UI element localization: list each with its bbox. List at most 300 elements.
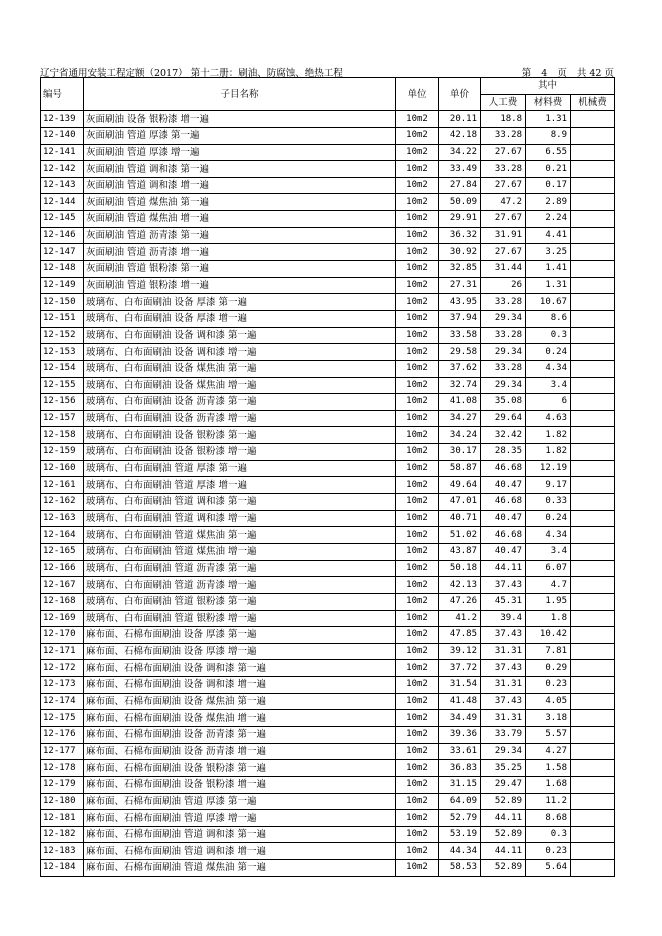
table-row (41, 277, 615, 294)
row-price: 20.11 (439, 111, 481, 128)
row-machine (571, 161, 615, 178)
row-name: 灰面刷油 管道 银粉漆 增一遍 (84, 277, 396, 294)
row-name: 灰面刷油 管道 厚漆 增一遍 (84, 144, 396, 161)
row-code: 12-170 (41, 627, 84, 644)
table-row (41, 577, 615, 594)
row-unit: 10m2 (396, 527, 439, 544)
row-labor: 31.91 (481, 227, 526, 244)
table-row (41, 327, 615, 344)
row-material: 0.23 (526, 677, 571, 694)
row-labor: 40.47 (481, 477, 526, 494)
row-unit: 10m2 (396, 444, 439, 461)
row-unit: 10m2 (396, 294, 439, 311)
row-labor: 35.08 (481, 394, 526, 411)
table-row (41, 494, 615, 511)
table-row (41, 860, 615, 877)
row-labor: 33.28 (481, 161, 526, 178)
table-row (41, 743, 615, 760)
row-unit: 10m2 (396, 460, 439, 477)
row-price: 34.49 (439, 710, 481, 727)
table-row (41, 543, 615, 560)
row-machine (571, 810, 615, 827)
table-row (41, 843, 615, 860)
row-price: 31.54 (439, 677, 481, 694)
row-price: 33.49 (439, 161, 481, 178)
col-header-price: 单价 (439, 78, 481, 111)
row-labor: 32.42 (481, 427, 526, 444)
table-row (41, 410, 615, 427)
row-labor: 46.68 (481, 460, 526, 477)
row-material: 10.67 (526, 294, 571, 311)
row-code: 12-177 (41, 743, 84, 760)
table-row (41, 710, 615, 727)
row-machine (571, 793, 615, 810)
row-price: 44.34 (439, 843, 481, 860)
row-price: 36.32 (439, 227, 481, 244)
table-row (41, 344, 615, 361)
row-machine (571, 444, 615, 461)
row-unit: 10m2 (396, 410, 439, 427)
row-code: 12-156 (41, 394, 84, 411)
row-machine (571, 277, 615, 294)
row-price: 30.17 (439, 444, 481, 461)
row-labor: 29.34 (481, 310, 526, 327)
table-row (41, 643, 615, 660)
row-code: 12-148 (41, 261, 84, 278)
row-price: 39.12 (439, 643, 481, 660)
row-labor: 31.31 (481, 710, 526, 727)
row-code: 12-183 (41, 843, 84, 860)
row-labor: 27.67 (481, 244, 526, 261)
row-code: 12-176 (41, 726, 84, 743)
row-machine (571, 310, 615, 327)
row-material: 0.33 (526, 494, 571, 511)
row-machine (571, 261, 615, 278)
row-code: 12-155 (41, 377, 84, 394)
row-price: 43.87 (439, 543, 481, 560)
row-labor: 33.28 (481, 127, 526, 144)
table-row (41, 460, 615, 477)
table-row (41, 211, 615, 228)
table-row (41, 444, 615, 461)
row-machine (571, 527, 615, 544)
row-price: 40.71 (439, 510, 481, 527)
table-row (41, 510, 615, 527)
row-code: 12-146 (41, 227, 84, 244)
row-machine (571, 427, 615, 444)
table-body (41, 111, 615, 876)
row-labor: 45.31 (481, 593, 526, 610)
row-price: 41.48 (439, 693, 481, 710)
row-machine (571, 660, 615, 677)
row-labor: 33.28 (481, 294, 526, 311)
table-row (41, 593, 615, 610)
row-unit: 10m2 (396, 760, 439, 777)
row-labor: 33.28 (481, 360, 526, 377)
table-row (41, 377, 615, 394)
row-unit: 10m2 (396, 677, 439, 694)
row-price: 32.85 (439, 261, 481, 278)
row-machine (571, 677, 615, 694)
table-row (41, 810, 615, 827)
row-machine (571, 643, 615, 660)
row-material: 2.24 (526, 211, 571, 228)
row-material: 0.23 (526, 843, 571, 860)
row-name: 麻布面、石棉布面刷油 管道 调和漆 增一遍 (84, 843, 396, 860)
row-machine (571, 177, 615, 194)
row-name: 麻布面、石棉布面刷油 设备 煤焦油 第一遍 (84, 693, 396, 710)
row-price: 58.53 (439, 860, 481, 877)
table-row (41, 261, 615, 278)
row-machine (571, 843, 615, 860)
table-row (41, 660, 615, 677)
row-price: 64.09 (439, 793, 481, 810)
row-material: 6.07 (526, 560, 571, 577)
row-machine (571, 776, 615, 793)
row-machine (571, 127, 615, 144)
row-code: 12-171 (41, 643, 84, 660)
row-name: 玻璃布、白布面刷油 设备 银粉漆 第一遍 (84, 427, 396, 444)
row-machine (571, 377, 615, 394)
row-code: 12-140 (41, 127, 84, 144)
row-code: 12-147 (41, 244, 84, 261)
page-label-suffix: 页 (557, 68, 567, 79)
row-labor: 31.31 (481, 677, 526, 694)
row-name: 玻璃布、白布面刷油 管道 厚漆 第一遍 (84, 460, 396, 477)
table-row (41, 227, 615, 244)
row-machine (571, 627, 615, 644)
row-unit: 10m2 (396, 310, 439, 327)
row-labor: 26 (481, 277, 526, 294)
row-unit: 10m2 (396, 710, 439, 727)
col-header-labor: 人工费 (481, 94, 526, 111)
row-unit: 10m2 (396, 377, 439, 394)
table-row (41, 726, 615, 743)
row-price: 58.87 (439, 460, 481, 477)
row-price: 37.94 (439, 310, 481, 327)
row-material: 7.81 (526, 643, 571, 660)
row-price: 52.79 (439, 810, 481, 827)
row-unit: 10m2 (396, 726, 439, 743)
row-name: 麻布面、石棉布面刷油 设备 沥青漆 第一遍 (84, 726, 396, 743)
page-label-prefix: 第 (521, 68, 532, 79)
row-code: 12-182 (41, 826, 84, 843)
row-material: 1.31 (526, 111, 571, 128)
row-name: 灰面刷油 管道 调和漆 第一遍 (84, 161, 396, 178)
row-code: 12-164 (41, 527, 84, 544)
row-name: 麻布面、石棉布面刷油 设备 煤焦油 增一遍 (84, 710, 396, 727)
row-unit: 10m2 (396, 510, 439, 527)
row-unit: 10m2 (396, 327, 439, 344)
row-material: 1.82 (526, 444, 571, 461)
row-material: 9.17 (526, 477, 571, 494)
table-row (41, 310, 615, 327)
row-material: 6 (526, 394, 571, 411)
row-price: 36.83 (439, 760, 481, 777)
row-name: 玻璃布、白布面刷油 设备 调和漆 增一遍 (84, 344, 396, 361)
row-code: 12-168 (41, 593, 84, 610)
row-machine (571, 410, 615, 427)
table-row (41, 760, 615, 777)
row-price: 37.62 (439, 360, 481, 377)
row-material: 1.82 (526, 427, 571, 444)
row-labor: 27.67 (481, 177, 526, 194)
row-name: 玻璃布、白布面刷油 设备 银粉漆 增一遍 (84, 444, 396, 461)
row-machine (571, 543, 615, 560)
table-row (41, 111, 615, 128)
row-unit: 10m2 (396, 593, 439, 610)
row-price: 53.19 (439, 826, 481, 843)
table-row (41, 294, 615, 311)
row-material: 1.8 (526, 610, 571, 627)
row-price: 34.27 (439, 410, 481, 427)
row-price: 47.26 (439, 593, 481, 610)
row-labor: 37.43 (481, 660, 526, 677)
row-machine (571, 144, 615, 161)
row-machine (571, 510, 615, 527)
row-code: 12-172 (41, 660, 84, 677)
col-header-unit: 单位 (396, 78, 439, 111)
row-material: 8.6 (526, 310, 571, 327)
row-price: 33.58 (439, 327, 481, 344)
row-code: 12-184 (41, 860, 84, 877)
row-code: 12-173 (41, 677, 84, 694)
row-price: 34.22 (439, 144, 481, 161)
table-row (41, 144, 615, 161)
table-row (41, 394, 615, 411)
row-material: 4.7 (526, 577, 571, 594)
row-name: 灰面刷油 管道 厚漆 第一遍 (84, 127, 396, 144)
row-material: 11.2 (526, 793, 571, 810)
row-unit: 10m2 (396, 543, 439, 560)
total-pages: 共 42 页 (576, 68, 614, 79)
row-labor: 40.47 (481, 543, 526, 560)
row-material: 1.31 (526, 277, 571, 294)
row-code: 12-143 (41, 177, 84, 194)
row-name: 麻布面、石棉布面刷油 设备 调和漆 增一遍 (84, 677, 396, 694)
col-header-name: 子目名称 (84, 78, 396, 111)
row-labor: 47.2 (481, 194, 526, 211)
row-unit: 10m2 (396, 643, 439, 660)
row-price: 39.36 (439, 726, 481, 743)
row-material: 0.29 (526, 660, 571, 677)
row-unit: 10m2 (396, 211, 439, 228)
row-material: 0.17 (526, 177, 571, 194)
row-material: 0.24 (526, 510, 571, 527)
table-row (41, 793, 615, 810)
col-header-code: 编号 (41, 78, 84, 111)
row-code: 12-174 (41, 693, 84, 710)
row-machine (571, 743, 615, 760)
row-unit: 10m2 (396, 111, 439, 128)
table-row (41, 826, 615, 843)
row-name: 麻布面、石棉布面刷油 设备 银粉漆 第一遍 (84, 760, 396, 777)
row-name: 玻璃布、白布面刷油 管道 沥青漆 增一遍 (84, 577, 396, 594)
col-header-group: 其中 (481, 78, 615, 95)
page-header (40, 64, 614, 78)
row-material: 1.41 (526, 261, 571, 278)
row-price: 31.15 (439, 776, 481, 793)
row-labor: 29.34 (481, 344, 526, 361)
row-unit: 10m2 (396, 344, 439, 361)
row-unit: 10m2 (396, 776, 439, 793)
row-price: 41.08 (439, 394, 481, 411)
row-material: 3.4 (526, 377, 571, 394)
row-name: 灰面刷油 管道 煤焦油 增一遍 (84, 211, 396, 228)
row-machine (571, 726, 615, 743)
row-labor: 28.35 (481, 444, 526, 461)
row-labor: 29.34 (481, 377, 526, 394)
row-unit: 10m2 (396, 743, 439, 760)
row-labor: 33.28 (481, 327, 526, 344)
row-material: 2.89 (526, 194, 571, 211)
row-unit: 10m2 (396, 494, 439, 511)
row-material: 8.68 (526, 810, 571, 827)
row-price: 27.31 (439, 277, 481, 294)
row-price: 37.72 (439, 660, 481, 677)
row-machine (571, 710, 615, 727)
row-material: 0.24 (526, 344, 571, 361)
row-labor: 35.25 (481, 760, 526, 777)
row-machine (571, 460, 615, 477)
table-row (41, 127, 615, 144)
row-material: 1.58 (526, 760, 571, 777)
row-material: 0.21 (526, 161, 571, 178)
row-unit: 10m2 (396, 144, 439, 161)
row-unit: 10m2 (396, 177, 439, 194)
row-labor: 29.47 (481, 776, 526, 793)
row-name: 玻璃布、白布面刷油 管道 调和漆 第一遍 (84, 494, 396, 511)
row-labor: 46.68 (481, 494, 526, 511)
row-unit: 10m2 (396, 793, 439, 810)
row-price: 43.95 (439, 294, 481, 311)
table-row (41, 194, 615, 211)
row-unit: 10m2 (396, 826, 439, 843)
table-row (41, 244, 615, 261)
row-code: 12-169 (41, 610, 84, 627)
row-code: 12-149 (41, 277, 84, 294)
row-name: 麻布面、石棉布面刷油 设备 调和漆 第一遍 (84, 660, 396, 677)
row-name: 玻璃布、白布面刷油 设备 沥青漆 增一遍 (84, 410, 396, 427)
row-machine (571, 860, 615, 877)
row-unit: 10m2 (396, 627, 439, 644)
row-material: 1.68 (526, 776, 571, 793)
row-name: 灰面刷油 管道 煤焦油 第一遍 (84, 194, 396, 211)
row-machine (571, 227, 615, 244)
col-header-material: 材料费 (526, 94, 571, 111)
row-unit: 10m2 (396, 194, 439, 211)
row-price: 47.85 (439, 627, 481, 644)
row-code: 12-160 (41, 460, 84, 477)
row-unit: 10m2 (396, 477, 439, 494)
row-unit: 10m2 (396, 693, 439, 710)
table-row (41, 560, 615, 577)
row-name: 灰面刷油 管道 沥青漆 增一遍 (84, 244, 396, 261)
row-labor: 40.47 (481, 510, 526, 527)
row-price: 41.2 (439, 610, 481, 627)
row-machine (571, 477, 615, 494)
row-price: 50.09 (439, 194, 481, 211)
row-name: 麻布面、石棉布面刷油 设备 厚漆 增一遍 (84, 643, 396, 660)
row-unit: 10m2 (396, 244, 439, 261)
row-name: 麻布面、石棉布面刷油 管道 煤焦油 第一遍 (84, 860, 396, 877)
row-machine (571, 244, 615, 261)
row-name: 玻璃布、白布面刷油 设备 沥青漆 第一遍 (84, 394, 396, 411)
table-row (41, 427, 615, 444)
row-machine (571, 494, 615, 511)
row-code: 12-151 (41, 310, 84, 327)
row-machine (571, 610, 615, 627)
table-row (41, 477, 615, 494)
row-labor: 27.67 (481, 211, 526, 228)
row-code: 12-163 (41, 510, 84, 527)
row-labor: 31.44 (481, 261, 526, 278)
row-code: 12-158 (41, 427, 84, 444)
row-price: 51.02 (439, 527, 481, 544)
row-material: 1.95 (526, 593, 571, 610)
row-name: 灰面刷油 管道 调和漆 增一遍 (84, 177, 396, 194)
row-machine (571, 194, 615, 211)
row-material: 3.4 (526, 543, 571, 560)
row-name: 玻璃布、白布面刷油 管道 沥青漆 第一遍 (84, 560, 396, 577)
row-unit: 10m2 (396, 860, 439, 877)
row-price: 30.92 (439, 244, 481, 261)
row-material: 12.19 (526, 460, 571, 477)
row-name: 麻布面、石棉布面刷油 设备 沥青漆 增一遍 (84, 743, 396, 760)
row-price: 47.01 (439, 494, 481, 511)
row-unit: 10m2 (396, 610, 439, 627)
row-name: 麻布面、石棉布面刷油 设备 银粉漆 增一遍 (84, 776, 396, 793)
row-labor: 37.43 (481, 627, 526, 644)
row-labor: 33.79 (481, 726, 526, 743)
row-unit: 10m2 (396, 394, 439, 411)
row-unit: 10m2 (396, 660, 439, 677)
table-row (41, 177, 615, 194)
row-material: 4.63 (526, 410, 571, 427)
row-price: 29.91 (439, 211, 481, 228)
table-row (41, 693, 615, 710)
row-material: 5.57 (526, 726, 571, 743)
row-material: 3.18 (526, 710, 571, 727)
row-unit: 10m2 (396, 810, 439, 827)
row-unit: 10m2 (396, 577, 439, 594)
row-name: 玻璃布、白布面刷油 设备 调和漆 第一遍 (84, 327, 396, 344)
row-code: 12-150 (41, 294, 84, 311)
row-name: 灰面刷油 管道 沥青漆 第一遍 (84, 227, 396, 244)
row-name: 玻璃布、白布面刷油 管道 银粉漆 第一遍 (84, 593, 396, 610)
row-code: 12-145 (41, 211, 84, 228)
row-name: 玻璃布、白布面刷油 管道 厚漆 增一遍 (84, 477, 396, 494)
row-machine (571, 360, 615, 377)
row-code: 12-181 (41, 810, 84, 827)
row-machine (571, 344, 615, 361)
table-row (41, 527, 615, 544)
row-material: 5.64 (526, 860, 571, 877)
row-unit: 10m2 (396, 843, 439, 860)
row-labor: 18.8 (481, 111, 526, 128)
row-labor: 46.68 (481, 527, 526, 544)
row-price: 33.61 (439, 743, 481, 760)
row-machine (571, 760, 615, 777)
row-code: 12-166 (41, 560, 84, 577)
document-title: 辽宁省通用安装工程定额（2017） 第十二册：刷油、防腐蚀、绝热工程 (40, 68, 343, 79)
row-code: 12-159 (41, 444, 84, 461)
row-name: 麻布面、石棉布面刷油 管道 厚漆 增一遍 (84, 810, 396, 827)
row-material: 4.34 (526, 527, 571, 544)
row-code: 12-179 (41, 776, 84, 793)
row-code: 12-161 (41, 477, 84, 494)
row-machine (571, 593, 615, 610)
